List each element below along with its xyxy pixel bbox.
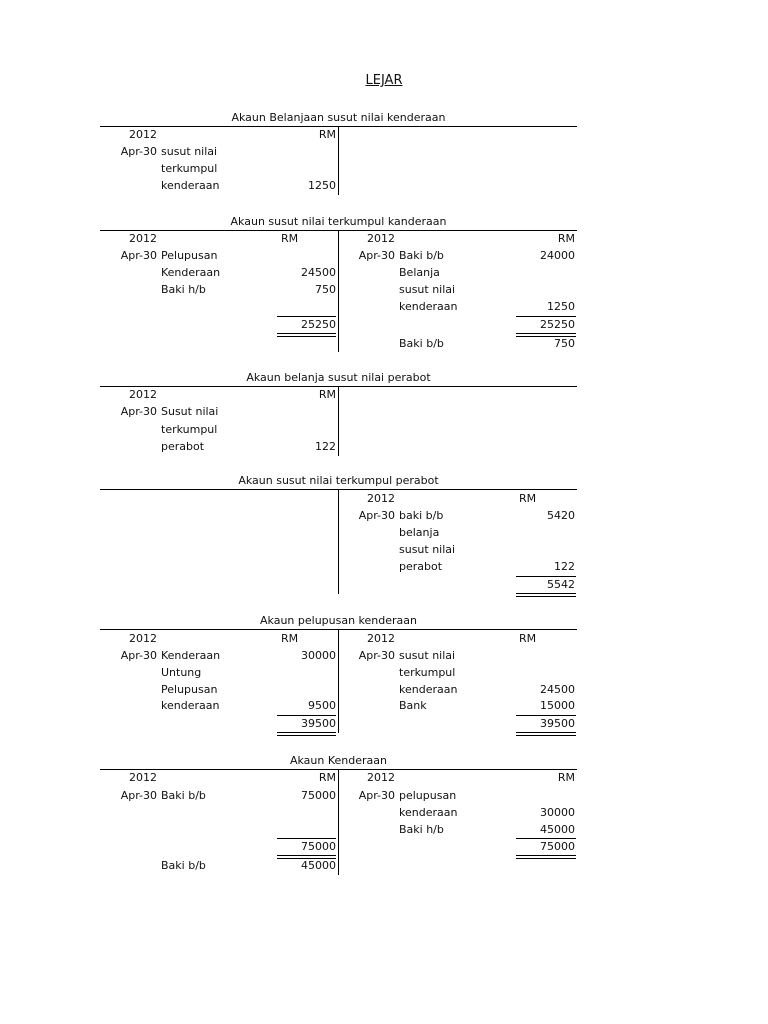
- debit-description: Untung: [161, 666, 202, 679]
- credit-description: kenderaan: [399, 806, 458, 819]
- debit-description: Kenderaan: [161, 649, 221, 662]
- credit-total: 25250: [540, 318, 575, 331]
- debit-date: 2012: [129, 771, 157, 784]
- debit-total-double-rule: [277, 333, 336, 337]
- debit-amount: 30000: [301, 649, 336, 662]
- credit-description: belanja: [399, 526, 440, 539]
- account-title: Akaun belanja susut nilai perabot: [246, 371, 431, 384]
- credit-total-rule: [516, 838, 576, 839]
- credit-description: Bank: [399, 699, 427, 712]
- debit-currency-header: RM: [318, 771, 336, 784]
- debit-amount: 75000: [301, 789, 336, 802]
- account-title: Akaun Belanjaan susut nilai kenderaan: [231, 111, 446, 124]
- credit-amount: 45000: [540, 823, 575, 836]
- credit-date: 2012: [367, 632, 395, 645]
- credit-description: susut nilai: [399, 543, 456, 556]
- credit-total: 39500: [540, 717, 575, 730]
- debit-amount: 9500: [308, 699, 336, 712]
- credit-description: baki b/b: [399, 509, 444, 522]
- debit-currency-header: RM: [318, 388, 336, 401]
- debit-date: Apr-30: [120, 789, 157, 802]
- debit-description: kenderaan: [161, 179, 220, 192]
- credit-amount: 1250: [547, 300, 575, 313]
- credit-currency-header: RM: [519, 492, 537, 505]
- credit-description: kenderaan: [399, 300, 458, 313]
- credit-description: Baki b/b: [399, 249, 444, 262]
- credit-total-rule: [516, 715, 576, 716]
- credit-date: Apr-30: [358, 249, 395, 262]
- account-title: Akaun susut nilai terkumpul perabot: [238, 474, 439, 487]
- debit-amount: 122: [315, 440, 336, 453]
- credit-total: 5542: [547, 578, 575, 591]
- credit-total: 75000: [540, 840, 575, 853]
- debit-total: 75000: [301, 840, 336, 853]
- debit-description: Kenderaan: [161, 266, 221, 279]
- credit-total-double-rule: [516, 593, 576, 597]
- debit-date: Apr-30: [120, 405, 157, 418]
- debit-description: perabot: [161, 440, 205, 453]
- debit-description: Pelupusan: [161, 249, 218, 262]
- credit-description: terkumpul: [399, 666, 456, 679]
- debit-amount: 45000: [301, 859, 336, 872]
- debit-description: Susut nilai: [161, 405, 219, 418]
- credit-date: Apr-30: [358, 649, 395, 662]
- debit-amount: 1250: [308, 179, 336, 192]
- credit-amount: 750: [554, 337, 575, 350]
- debit-description: terkumpul: [161, 423, 218, 436]
- credit-amount: 15000: [540, 699, 575, 712]
- credit-total-rule: [516, 316, 576, 317]
- debit-description: terkumpul: [161, 162, 218, 175]
- debit-date: 2012: [129, 232, 157, 245]
- credit-currency-header: RM: [557, 771, 575, 784]
- debit-date: 2012: [129, 128, 157, 141]
- debit-total-rule: [277, 838, 336, 839]
- debit-total-rule: [277, 316, 336, 317]
- credit-total-double-rule: [516, 732, 576, 736]
- debit-total: 39500: [301, 717, 336, 730]
- credit-date: Apr-30: [358, 509, 395, 522]
- credit-description: perabot: [399, 560, 443, 573]
- credit-currency-header: RM: [519, 632, 537, 645]
- credit-description: pelupusan: [399, 789, 457, 802]
- credit-total-rule: [516, 576, 576, 577]
- debit-description: Pelupusan: [161, 683, 218, 696]
- credit-total-double-rule: [516, 855, 576, 859]
- account-center-rule: [338, 386, 339, 456]
- debit-amount: 24500: [301, 266, 336, 279]
- debit-date: 2012: [129, 632, 157, 645]
- debit-description: susut nilai: [161, 145, 218, 158]
- credit-description: kenderaan: [399, 683, 458, 696]
- account-title: Akaun Kenderaan: [289, 754, 387, 767]
- credit-date: Apr-30: [358, 789, 395, 802]
- credit-description: susut nilai: [399, 283, 456, 296]
- credit-date: 2012: [367, 771, 395, 784]
- account-center-rule: [338, 126, 339, 195]
- debit-date: 2012: [129, 388, 157, 401]
- credit-amount: 122: [554, 560, 575, 573]
- debit-total: 25250: [301, 318, 336, 331]
- debit-currency-header: RM: [318, 128, 336, 141]
- credit-amount: 24500: [540, 683, 575, 696]
- account-title: Akaun pelupusan kenderaan: [260, 614, 417, 627]
- credit-date: 2012: [367, 492, 395, 505]
- credit-description: Belanja: [399, 266, 440, 279]
- credit-date: 2012: [367, 232, 395, 245]
- credit-description: Baki h/b: [399, 823, 444, 836]
- debit-date: Apr-30: [120, 145, 157, 158]
- credit-amount: 30000: [540, 806, 575, 819]
- credit-amount: 24000: [540, 249, 575, 262]
- debit-currency-header: RM: [281, 632, 299, 645]
- page-title: LEJAR: [365, 73, 403, 88]
- credit-description: Baki b/b: [399, 337, 444, 350]
- debit-date: Apr-30: [120, 649, 157, 662]
- debit-currency-header: RM: [281, 232, 299, 245]
- debit-description: Baki b/b: [161, 789, 206, 802]
- credit-currency-header: RM: [557, 232, 575, 245]
- debit-description: Baki b/b: [161, 859, 206, 872]
- debit-total-double-rule: [277, 732, 336, 736]
- credit-description: susut nilai: [399, 649, 456, 662]
- credit-amount: 5420: [547, 509, 575, 522]
- account-title: Akaun susut nilai terkumpul kanderaan: [230, 215, 447, 228]
- debit-total-rule: [277, 715, 336, 716]
- debit-amount: 750: [315, 283, 336, 296]
- debit-date: Apr-30: [120, 249, 157, 262]
- debit-description: Baki h/b: [161, 283, 206, 296]
- debit-description: kenderaan: [161, 699, 220, 712]
